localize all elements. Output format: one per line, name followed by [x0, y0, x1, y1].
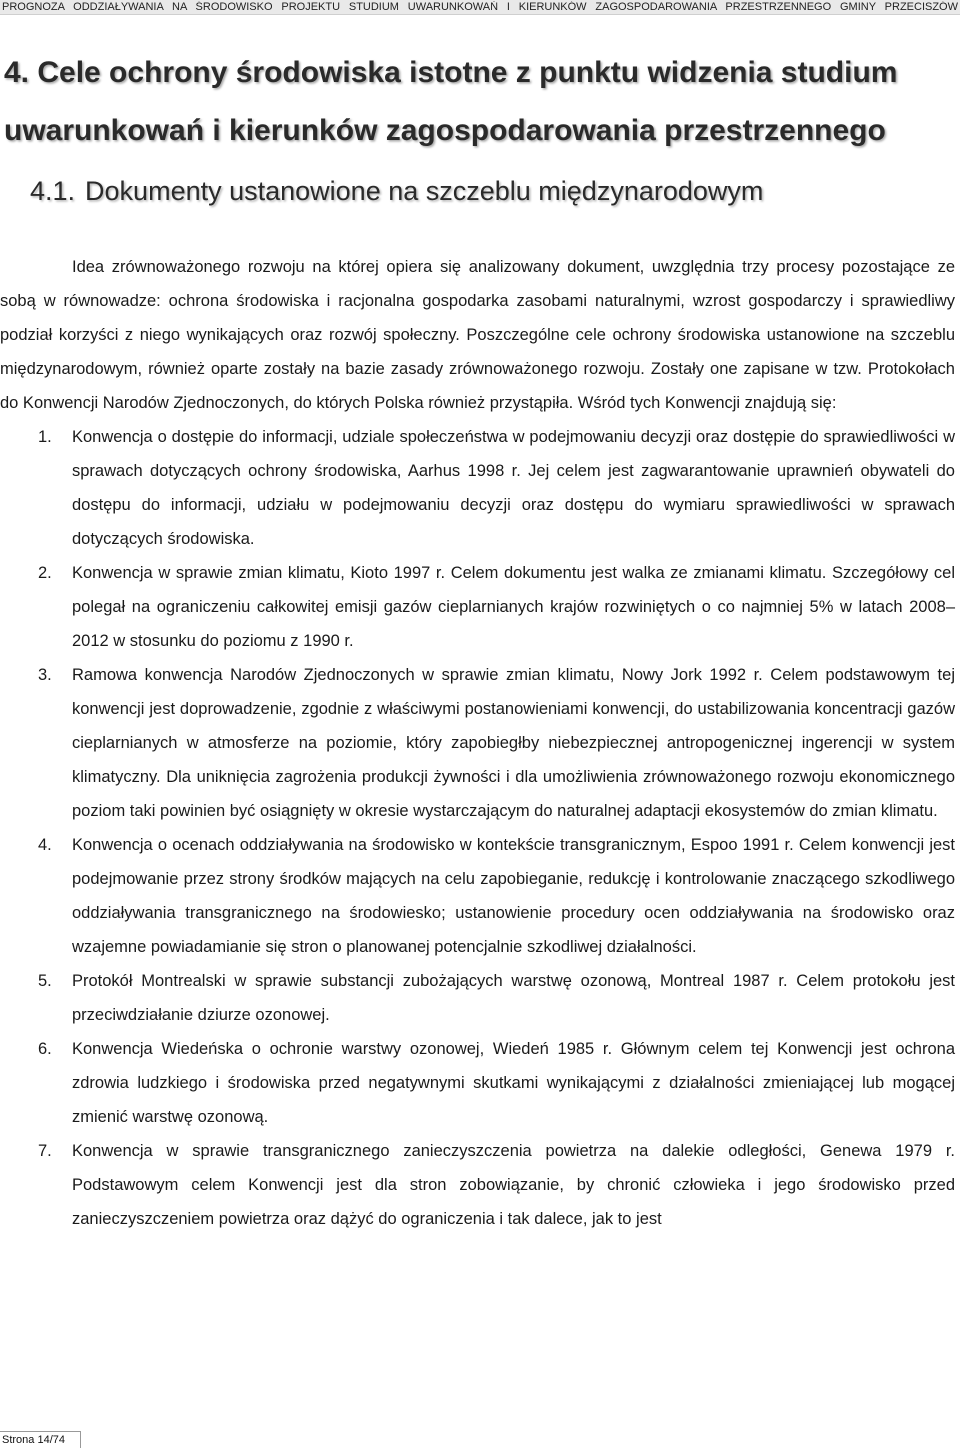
list-item: [0, 964, 955, 1032]
list-item-number: 1.: [38, 428, 52, 446]
list-item-text: Protokół Montrealski w sprawie substancji zubożających warstwę ozonową, Montreal 1987 r. Celem protokołu jest przeciwdziałanie dziurze ozonowej.: [72, 972, 955, 1024]
list-item-text: Ramowa konwencja Narodów Zjednoczonych w sprawie zmian klimatu, Nowy Jork 1992 r. Celem podstawowym tej konwencji jest doprowadzenie, zgodnie z właściwymi postanowieniami konwencji, do ustabilizowania koncentracji gazów cieplarnianych w atmosferze na poziomie, który zapobiegłby niebezpiecznej antropogenicznej ingerencji w system klimatyczny. Dla uniknięcia zagrożenia produkcji żywności i dla umożliwienia zrównoważonego rozwoju ekonomicznego poziom taki powinien być osiągnięty w okresie wystarczającym do naturalnej adaptacji ekosystemów do zmian klimatu.: [72, 666, 955, 820]
list-item: [0, 658, 955, 828]
list-item-text: Konwencja w sprawie zmian klimatu, Kioto 1997 r. Celem dokumentu jest walka ze zmianami klimatu. Szczegółowy cel polegał na ograniczeniu całkowitej emisji gazów cieplarnianych krajów rozwiniętych o co najmniej 5% w latach 2008–2012 w stosunku do poziomu z 1990 r.: [72, 564, 955, 650]
list-item-text: Konwencja o ocenach oddziaływania na środowisko w kontekście transgranicznym, Espoo 1991 r. Celem konwencji jest podejmowanie przez strony środków mających na celu zapobieganie, redukcję i kontrolowanie znaczącego szkodliwego oddziaływania transgranicznego na środowiesko; ustanowienie procedury ocen oddziaływania na środowisko oraz wzajemne powiadamianie się stron o planowanej potencjalnie szkodliwej działalności.: [72, 836, 955, 956]
body-content: [0, 250, 955, 1236]
intro-text: Idea zrównoważonego rozwoju na której opiera się analizowany dokument, uwzględnia trzy procesy pozostające ze sobą w równowadze: ochrona środowiska i racjonalna gospodarka zasobami naturalnymi, wzrost gospodarczy i sprawiedliwy podział korzyści z niego wynikających oraz rozwój społeczny. Poszczególne cele ochrony środowiska ustanowione na szczeblu międzynarodowym, również oparte zostały na bazie zasady zrównoważonego rozwoju. Zostały one zapisane w tzw. Protokołach do Konwencji Narodów Zjednoczonych, do których Polska również przystąpiła. Wśród tych Konwencji znajdują się:: [0, 258, 955, 412]
list-item-number: 7.: [38, 1142, 52, 1160]
list-item: [0, 420, 955, 556]
list-item-number: 3.: [38, 666, 52, 684]
intro-paragraph: [0, 250, 955, 420]
subsection-number: 4.1.: [30, 176, 76, 206]
subsection-title: Dokumenty ustanowione na szczeblu międzynarodowym: [85, 176, 764, 206]
list-item-number: 5.: [38, 972, 52, 990]
list-item: [0, 1134, 955, 1236]
list-item-number: 2.: [38, 564, 52, 582]
list-item: [0, 1032, 955, 1134]
subsection-heading: [30, 172, 950, 210]
list-item-text: Konwencja Wiedeńska o ochronie warstwy ozonowej, Wiedeń 1985 r. Głównym celem tej Konwencji jest ochrona zdrowia ludzkiego i środowiska przed negatywnymi skutkami wynikającymi z działalności zmieniającej lub mogącej zmienić warstwę ozonową.: [72, 1040, 955, 1126]
conventions-list: [0, 420, 955, 1236]
list-item: [0, 556, 955, 658]
list-item-number: 6.: [38, 1040, 52, 1058]
list-item-number: 4.: [38, 836, 52, 854]
running-header: [0, 0, 960, 15]
list-item-text: Konwencja o dostępie do informacji, udziale społeczeństwa w podejmowaniu decyzji oraz dostępie do sprawiedliwości w sprawach dotyczących ochrony środowiska, Aarhus 1998 r. Jej celem jest zagwarantowanie uprawnień obywateli do dostępu do informacji, udziału w podejmowaniu decyzji oraz dostępu do wymiaru sprawiedliwości w sprawach dotyczących środowiska.: [72, 428, 955, 548]
list-item-text: Konwencja w sprawie transgranicznego zanieczyszczenia powietrza na dalekie odległości, Genewa 1979 r. Podstawowym celem Konwencji jest dla stron zobowiązanie, by chronić człowieka i jego środowisko przed zanieczyszczeniem powietrza oraz dążyć do ograniczenia i tak dalece, jak to jest: [72, 1142, 955, 1228]
running-header-text: PROGNOZA ODDZIAŁYWANIA NA ŚRODOWISKO PROJEKTU STUDIUM UWARUNKOWAŃ I KIERUNKÓW ZAGOSPODAROWANIA PRZESTRZENNEGO GMINY PRZECISZÓW: [2, 1, 958, 13]
section-heading: 4. Cele ochrony środowiska istotne z punktu widzenia studium uwarunkowań i kierunków zagospodarowania przestrzennego: [4, 56, 898, 147]
page-number: Strona 14/74: [0, 1431, 81, 1448]
list-item: [0, 828, 955, 964]
